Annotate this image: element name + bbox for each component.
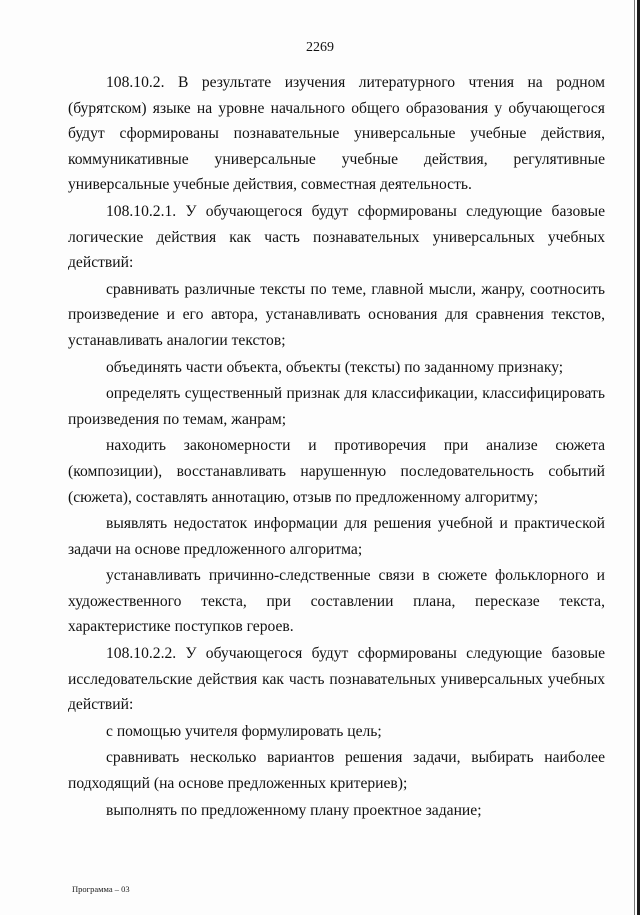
footer-label: Программа – 03: [72, 884, 130, 894]
scan-edge-line: [634, 0, 635, 915]
list-item-find-patterns: находить закономерности и противоречия при анализе сюжета (композиции), восстанавливать нарушенную последовательность событий (сюжета), составлять аннотацию, отзыв по предложенному алгоритму;: [68, 437, 605, 506]
list-item-compare-solutions: сравнивать несколько вариантов решения задачи, выбирать наиболее подходящий (на основе предложенных критериев);: [68, 749, 605, 793]
paragraph-108-10-2-1: 108.10.2.1. У обучающегося будут сформированы следующие базовые логические действия как часть познавательных универсальных учебных действий:: [68, 202, 605, 272]
list-item-cause-effect: устанавливать причинно-следственные связи в сюжете фольклорного и художественного текста, при составлении плана, пересказе текста, характеристике поступков героев.: [68, 567, 605, 636]
list-item-identify-gaps: выявлять недостаток информации для решения учебной и практической задачи на основе предложенного алгоритма;: [68, 515, 605, 558]
page-number: 2269: [306, 40, 334, 55]
list-item-classify: определять существенный признак для классификации, классифицировать произведения по темам, жанрам;: [68, 385, 605, 428]
list-item-combine-parts: объединять части объекта, объекты (тексты) по заданному признаку;: [106, 358, 564, 376]
list-item-compare-texts: сравнивать различные тексты по теме, главной мысли, жанру, соотносить произведение и его автора, устанавливать основания для сравнения текстов, устанавливать аналогии текстов;: [68, 280, 605, 349]
paragraph-108-10-2-2: 108.10.2.2. У обучающегося будут сформированы следующие базовые исследовательские действия как часть познавательных универсальных учебных действий:: [68, 645, 605, 714]
list-item-formulate-goal: с помощью учителя формулировать цель;: [106, 722, 382, 740]
paragraph-108-10-2: 108.10.2. В результате изучения литературного чтения на родном (бурятском) языке на уровне начального общего образования у обучающегося будут сформированы познавательные универсальные учебные действия, коммуникативные универсальные учебные действия, регулятивные универсальные учебные действия, совместная деятельность.: [68, 74, 605, 194]
document-body: [68, 70, 605, 824]
list-item-project-task: выполнять по предложенному плану проектное задание;: [106, 801, 482, 819]
